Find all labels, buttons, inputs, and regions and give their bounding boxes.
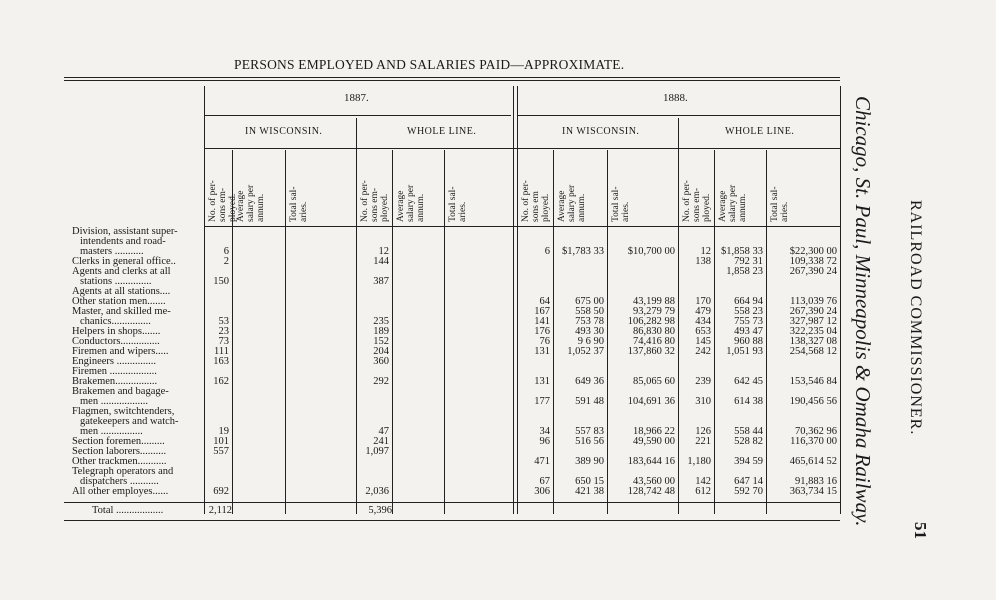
table-cell: 49,590 00: [633, 436, 675, 447]
table-cell: 322,235 04: [789, 326, 837, 337]
table-cell: 221: [695, 436, 711, 447]
group-wisconsin-1887: IN WISCONSIN.: [245, 126, 323, 137]
table-cell: 111: [214, 346, 229, 357]
table-cell: 47: [378, 426, 389, 437]
table-cell: 387: [373, 276, 389, 287]
table-cell: 421 38: [575, 486, 604, 497]
table-cell: 144: [373, 256, 389, 267]
column-header-c6: Total sal- aries.: [448, 186, 468, 222]
table-cell: 131: [534, 346, 550, 357]
table-cell: 162: [213, 376, 229, 387]
table-cell: 126: [695, 426, 711, 437]
row-label: Agents at all stations....: [72, 286, 171, 297]
table-cell: 1,052 37: [567, 346, 604, 357]
table-cell: 138: [695, 256, 711, 267]
column-header-c7: No. of per- sons em ployed.: [521, 180, 551, 222]
row-label: Flagmen, switchtenders,: [72, 406, 175, 417]
table-cell: 653: [695, 326, 711, 337]
row-label: dispatchers ...........: [80, 476, 159, 487]
row-label: men ..................: [80, 396, 148, 407]
table-cell: 67: [539, 476, 550, 487]
table-cell: 141: [534, 316, 550, 327]
table-cell: 96: [539, 436, 550, 447]
table-cell: 792 31: [734, 256, 763, 267]
header-bottom-rule: [205, 226, 841, 227]
row-label: men ................: [80, 426, 143, 437]
table-cell: 142: [695, 476, 711, 487]
table-cell: 101: [213, 436, 229, 447]
table-cell: 2,036: [365, 486, 389, 497]
table-cell: 91,883 16: [795, 476, 837, 487]
table-cell: 310: [695, 396, 711, 407]
table-cell: 170: [695, 296, 711, 307]
table-cell: 753 78: [575, 316, 604, 327]
table-cell: 267,390 24: [789, 306, 837, 317]
table-cell: 189: [373, 326, 389, 337]
table-cell: 93,279 79: [633, 306, 675, 317]
table-cell: 176: [534, 326, 550, 337]
table-cell: $1,783 33: [562, 246, 604, 257]
table-cell: 152: [373, 336, 389, 347]
row-label: gatekeepers and watch-: [80, 416, 179, 427]
col-rule: [513, 86, 514, 514]
group-whole-line-1887: WHOLE LINE.: [407, 126, 477, 137]
table-cell: 190,456 56: [789, 396, 837, 407]
table-cell: 74,416 80: [633, 336, 675, 347]
total-label: Total ..................: [92, 505, 164, 516]
row-label: Agents and clerks at all: [72, 266, 171, 277]
table-cell: 493 47: [734, 326, 763, 337]
row-label: Other station men.......: [72, 296, 166, 307]
table-cell: 113,039 76: [790, 296, 837, 307]
table-cell: $22,300 00: [789, 246, 837, 257]
table-cell: 153,546 84: [789, 376, 837, 387]
table-cell: 239: [695, 376, 711, 387]
table-cell: 85,065 60: [633, 376, 675, 387]
row-label: Telegraph operators and: [72, 466, 174, 477]
table-cell: 516 56: [575, 436, 604, 447]
column-header-c12: Total sal- aries.: [770, 186, 790, 222]
row-label: All other employes......: [72, 486, 169, 497]
table-cell: 1,097: [365, 446, 389, 457]
table-cell: 612: [695, 486, 711, 497]
row-label: Conductors...............: [72, 336, 160, 347]
page-title: PERSONS EMPLOYED AND SALARIES PAID—APPROXIMATE.: [234, 57, 625, 72]
railway-name: Chicago, St. Paul, Minneapolis & Omaha Railway.: [851, 96, 875, 527]
table-cell: 394 59: [734, 456, 763, 467]
table-cell: 204: [373, 346, 389, 357]
table-cell: 558 44: [734, 426, 763, 437]
table-cell: 1,858 23: [726, 266, 763, 277]
column-header-c10: No. of per- sons em- ployed.: [682, 180, 712, 222]
year-1888: 1888.: [663, 92, 688, 104]
row-label: stations ..............: [80, 276, 152, 287]
group-wisconsin-1888: IN WISCONSIN.: [562, 126, 640, 137]
bottom-rule: [64, 520, 840, 521]
table-cell: 557 83: [575, 426, 604, 437]
table-cell: 493 30: [575, 326, 604, 337]
column-header-c3: Total sal- aries.: [289, 186, 309, 222]
row-label: Brakemen and bagage-: [72, 386, 169, 397]
table-cell: 664 94: [734, 296, 763, 307]
table-cell: 9 6 90: [577, 336, 604, 347]
title-rule: [64, 77, 840, 78]
table-cell: 104,691 36: [627, 396, 675, 407]
row-label: Section foremen.........: [72, 436, 165, 447]
table-cell: 479: [695, 306, 711, 317]
table-cell: 43,199 88: [633, 296, 675, 307]
title-rule-2: [64, 80, 840, 81]
group-whole-line-1888: WHOLE LINE.: [725, 126, 795, 137]
table-cell: 558 23: [734, 306, 763, 317]
table-cell: 241: [373, 436, 389, 447]
column-header-c1: No. of per- sons em- ployed.: [208, 180, 238, 222]
row-label: Firemen ..................: [72, 366, 157, 377]
table-cell: 557: [213, 446, 229, 457]
row-label: Brakemen................: [72, 376, 158, 387]
year-1887: 1887.: [344, 92, 369, 104]
table-cell: 471: [534, 456, 550, 467]
table-cell: 1,180: [687, 456, 711, 467]
table-cell: 242: [695, 346, 711, 357]
table-cell: 109,338 72: [789, 256, 837, 267]
table-cell: 642 45: [734, 376, 763, 387]
table-cell: 755 73: [734, 316, 763, 327]
table-cell: $1,858 33: [721, 246, 763, 257]
table-cell: 647 14: [734, 476, 763, 487]
column-header-c5: Average salary per annum.: [396, 184, 426, 222]
table-cell: 183,644 16: [627, 456, 675, 467]
table-cell: 64: [539, 296, 550, 307]
table-cell: 128,742 48: [627, 486, 675, 497]
table-cell: 649 36: [575, 376, 604, 387]
column-header-c2: Average salary per annum.: [236, 184, 266, 222]
table-cell: 6: [223, 246, 229, 257]
table-cell: 6: [544, 246, 550, 257]
col-rule: [444, 150, 445, 514]
year-rule-1888: [518, 115, 841, 116]
table-cell: 363,734 15: [789, 486, 837, 497]
table-cell: 235: [373, 316, 389, 327]
total-c4: 5,396: [368, 505, 392, 516]
col-rule: [392, 150, 393, 514]
total-c1: 2,112: [208, 505, 232, 516]
table-cell: 360: [373, 356, 389, 367]
table-cell: 138,327 08: [789, 336, 837, 347]
row-label: intendents and road-: [80, 236, 166, 247]
row-label: Helpers in shops.......: [72, 326, 161, 337]
row-label: Firemen and wipers.....: [72, 346, 169, 357]
row-label: Clerks in general office..: [72, 256, 176, 267]
commissioner-heading: RAILROAD COMMISSIONER.: [907, 200, 924, 436]
table-cell: 267,390 24: [789, 266, 837, 277]
table-cell: 434: [695, 316, 711, 327]
row-label: chanics...............: [80, 316, 151, 327]
table-cell: 675 00: [575, 296, 604, 307]
table-cell: 2: [223, 256, 229, 267]
table-cell: 12: [700, 246, 711, 257]
table-cell: 70,362 96: [795, 426, 837, 437]
table-cell: 960 88: [734, 336, 763, 347]
row-label: masters ...........: [80, 246, 144, 257]
table-cell: 106,282 98: [627, 316, 675, 327]
table-cell: 591 48: [575, 396, 604, 407]
row-label: Other trackmen...........: [72, 456, 167, 467]
table-cell: 137,860 32: [627, 346, 675, 357]
table-cell: 163: [213, 356, 229, 367]
table-cell: 18,966 22: [633, 426, 675, 437]
table-cell: 116,370 00: [790, 436, 837, 447]
table-cell: 306: [534, 486, 550, 497]
table-cell: 12: [378, 246, 389, 257]
table-cell: 86,830 80: [633, 326, 675, 337]
row-label: Section laborers..........: [72, 446, 167, 457]
page-number: 51: [911, 522, 930, 539]
table-cell: 76: [539, 336, 550, 347]
col-rule: [285, 150, 286, 514]
table-cell: 145: [695, 336, 711, 347]
group-rule: [205, 148, 841, 149]
table-cell: 558 50: [575, 306, 604, 317]
table-cell: 528 82: [734, 436, 763, 447]
table-cell: 19: [218, 426, 229, 437]
table-cell: 177: [534, 396, 550, 407]
table-cell: 23: [218, 326, 229, 337]
table-cell: 167: [534, 306, 550, 317]
table-cell: 43,560 00: [633, 476, 675, 487]
column-header-c9: Total sal- aries.: [611, 186, 631, 222]
table-cell: 650 15: [575, 476, 604, 487]
table-cell: 327,987 12: [789, 316, 837, 327]
table-cell: 34: [539, 426, 550, 437]
table-cell: 465,614 52: [789, 456, 837, 467]
table-cell: 692: [213, 486, 229, 497]
table-cell: 389 90: [575, 456, 604, 467]
row-label: Engineers ...............: [72, 356, 156, 367]
col-rule: [840, 86, 841, 514]
table-cell: 1,051 93: [726, 346, 763, 357]
table-cell: 592 70: [734, 486, 763, 497]
total-rule: [64, 502, 840, 503]
table-cell: $10,700 00: [627, 246, 675, 257]
table-cell: 131: [534, 376, 550, 387]
column-header-c4: No. of per- sons em- ployed.: [360, 180, 390, 222]
table-cell: 292: [373, 376, 389, 387]
table-cell: 150: [213, 276, 229, 287]
table-cell: 53: [218, 316, 229, 327]
table-cell: 73: [218, 336, 229, 347]
column-header-c11: Average salary per annum.: [718, 184, 748, 222]
column-header-c8: Average salary per annum.: [557, 184, 587, 222]
row-label: Division, assistant super-: [72, 226, 178, 237]
table-cell: 254,568 12: [789, 346, 837, 357]
year-rule-1887: [205, 115, 511, 116]
row-label: Master, and skilled me-: [72, 306, 171, 317]
table-cell: 614 38: [734, 396, 763, 407]
